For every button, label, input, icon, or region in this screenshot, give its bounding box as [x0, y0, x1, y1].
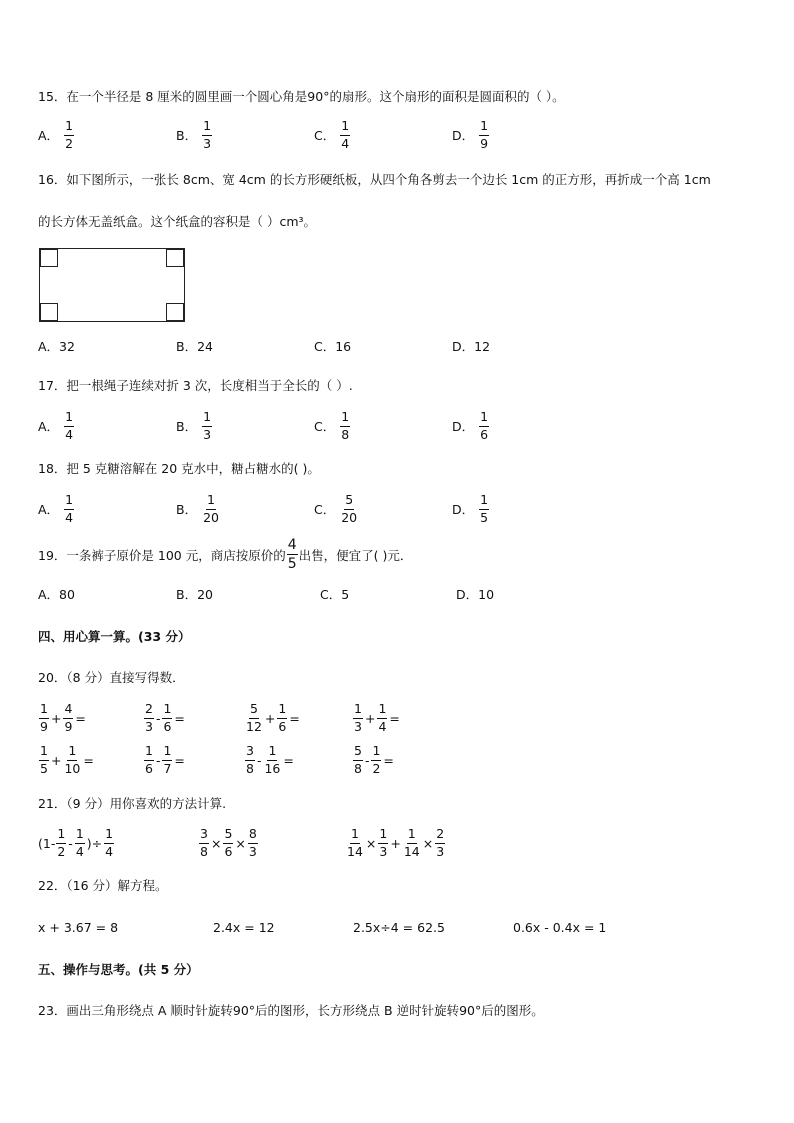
q15-option-b [176, 120, 213, 150]
q17-text: 17．把一根绳子连续对折 3 次，长度相当于全长的（ ）. [38, 378, 353, 393]
option-fraction [340, 120, 350, 150]
numerator: 4 [63, 703, 73, 719]
q21-e3-times1: × [365, 835, 377, 851]
option-label: D． [452, 419, 475, 434]
fraction [353, 745, 363, 775]
denominator: 6 [145, 760, 153, 776]
q21-e1-frac1 [56, 828, 66, 858]
q19-text-post: 出售，便宜了( )元． [298, 547, 413, 563]
equals-sign: = [383, 752, 394, 768]
numerator: 1 [353, 703, 363, 719]
denominator: 14 [347, 843, 363, 859]
denominator: 14 [403, 843, 420, 859]
option-label: A． [38, 419, 60, 434]
numerator: 5 [249, 703, 259, 719]
q21-e1-frac3 [104, 828, 114, 858]
q22-equation-4: 0.6x - 0.4x = 1 [513, 920, 607, 935]
q21-expression-3 [345, 828, 446, 858]
denominator: 20 [341, 509, 358, 525]
equals-sign: = [174, 752, 185, 768]
q19-text-pre: 19．一条裤子原价是 100 元，商店按原价的 [38, 547, 286, 563]
option-fraction [64, 120, 74, 150]
numerator: 5 [344, 494, 354, 510]
denominator: 9 [480, 135, 489, 151]
q16-text-line1: 16．如下图所示，一张长 8cm、宽 4cm 的长方形硬纸板，从四个角各剪去一个边长 1cm 的正方形，再折成一个高 1cm [38, 172, 711, 187]
numerator: 1 [67, 745, 77, 761]
denominator: 8 [341, 426, 350, 442]
denominator: 3 [203, 135, 212, 151]
option-label: B． [176, 502, 198, 517]
denominator: 2 [57, 843, 66, 859]
q20-expression [352, 703, 401, 733]
q18-option-c [314, 494, 359, 524]
fraction [371, 745, 381, 775]
fraction [144, 745, 154, 775]
equals-sign: = [83, 752, 94, 768]
fraction [39, 703, 49, 733]
q21-e2-frac1 [199, 828, 209, 858]
q21-e3-plus: + [390, 835, 401, 851]
option-fraction [479, 494, 489, 524]
fraction [39, 745, 49, 775]
section-4-heading: 四、用心算一算。(33 分） [38, 629, 191, 644]
numerator: 1 [64, 494, 74, 510]
q18-option-d [452, 494, 490, 524]
option-fraction [340, 494, 358, 524]
numerator: 1 [144, 745, 154, 761]
denominator: 2 [65, 135, 74, 151]
q22-text: 22．（16 分）解方程。 [38, 878, 168, 893]
numerator: 1 [277, 703, 287, 719]
option-label: D． [452, 128, 475, 143]
numerator: 1 [267, 745, 277, 761]
denominator: 4 [65, 426, 74, 442]
q18-option-a [38, 494, 75, 524]
corner-square-bottom-right [166, 303, 184, 321]
q18-option-b [176, 494, 221, 524]
denominator: 3 [203, 426, 212, 442]
corner-square-top-right [166, 249, 184, 267]
option-fraction [479, 411, 489, 441]
denominator: 7 [163, 760, 172, 776]
fraction [63, 703, 73, 733]
option-label: A． [38, 128, 60, 143]
q21-e3-frac1 [346, 828, 364, 858]
denominator: 6 [480, 426, 489, 442]
denominator: 4 [105, 843, 114, 859]
q16-option-d: D．12 [452, 339, 491, 354]
denominator: 5 [40, 760, 48, 776]
q16-option-a: A．32 [38, 339, 75, 354]
q21-e1-frac2 [75, 828, 85, 858]
numerator: 1 [340, 120, 350, 136]
q21-e2-times2: × [235, 835, 246, 851]
option-fraction [202, 120, 212, 150]
option-label: C． [314, 502, 336, 517]
denominator: 9 [40, 718, 48, 734]
numerator: 8 [248, 828, 258, 844]
q19-option-b: B．20 [176, 587, 213, 602]
operator: + [364, 710, 376, 726]
fraction [263, 745, 281, 775]
equals-sign: = [389, 710, 400, 726]
option-label: D． [452, 502, 475, 517]
numerator: 1 [479, 120, 489, 136]
q21-e2-frac3 [248, 828, 258, 858]
denominator: 3 [379, 843, 388, 859]
fraction [377, 703, 387, 733]
denominator: 6 [163, 718, 172, 734]
fraction [353, 703, 363, 733]
operator: + [264, 710, 276, 726]
q21-e2-times1: × [210, 835, 222, 851]
denominator: 10 [64, 760, 81, 776]
q16-option-b: B．24 [176, 339, 213, 354]
option-fraction [202, 411, 212, 441]
q15-option-d [452, 120, 490, 150]
numerator: 1 [479, 411, 489, 427]
option-fraction [202, 494, 220, 524]
numerator: 1 [39, 745, 49, 761]
denominator: 8 [246, 760, 254, 776]
numerator: 1 [162, 703, 172, 719]
q19-option-c: C．5 [320, 587, 350, 602]
denominator: 2 [372, 760, 381, 776]
q18-text: 18．把 5 克糖溶解在 20 克水中，糖占糖水的( )。 [38, 461, 320, 476]
q21-e3-frac4 [435, 828, 445, 858]
numerator: 2 [435, 828, 445, 844]
q21-e3-times2: × [422, 835, 434, 851]
q19-text [38, 538, 412, 571]
q20-expression [38, 745, 95, 775]
denominator: 4 [65, 509, 74, 525]
q21-e2-frac2 [223, 828, 233, 858]
corner-square-bottom-left [40, 303, 58, 321]
numerator: 1 [371, 745, 381, 761]
numerator: 1 [64, 120, 74, 136]
q21-text: 21．（9 分）用你喜欢的方法计算. [38, 796, 227, 811]
denominator: 4 [378, 718, 387, 734]
numerator: 3 [245, 745, 255, 761]
numerator: 1 [56, 828, 66, 844]
q21-e1-close: )÷ [86, 835, 103, 851]
q19-option-d: D．10 [456, 587, 495, 602]
fraction [162, 745, 172, 775]
denominator: 16 [264, 760, 281, 776]
operator: - [155, 710, 161, 726]
numerator: 1 [64, 411, 74, 427]
option-fraction [479, 120, 489, 150]
q21-expression-1 [38, 828, 115, 858]
numerator: 1 [479, 494, 489, 510]
equals-sign: = [174, 710, 185, 726]
equals-sign: = [289, 710, 300, 726]
numerator: 1 [340, 411, 350, 427]
denominator: 8 [200, 843, 208, 859]
numerator: 1 [104, 828, 114, 844]
q22-equation-2: 2.4x = 12 [213, 920, 275, 935]
operator: + [50, 710, 62, 726]
option-fraction [64, 494, 74, 524]
numerator: 1 [202, 411, 212, 427]
fraction [245, 745, 255, 775]
option-label: C． [314, 128, 336, 143]
q20-expression [143, 745, 186, 775]
numerator: 5 [223, 828, 233, 844]
q20-expression [352, 745, 395, 775]
q21-e3-frac3 [403, 828, 421, 858]
q19-fraction [287, 538, 298, 571]
q17-option-a [38, 411, 75, 441]
option-label: B． [176, 128, 198, 143]
operator: - [155, 752, 161, 768]
numerator: 2 [144, 703, 154, 719]
denominator: 6 [278, 718, 287, 734]
fraction [63, 745, 81, 775]
q19-option-a: A．80 [38, 587, 75, 602]
denominator: 9 [64, 718, 73, 734]
q17-option-d [452, 411, 490, 441]
q17-option-c [314, 411, 351, 441]
denominator: 20 [203, 509, 219, 525]
q15-option-a [38, 120, 75, 150]
fraction [162, 703, 172, 733]
numerator: 1 [162, 745, 172, 761]
q16-text-line2: 的长方体无盖纸盒。这个纸盒的容积是（ ）cm³。 [38, 214, 317, 229]
denominator: 3 [248, 843, 257, 859]
operator: - [364, 752, 370, 768]
q23-text: 23．画出三角形绕点 A 顺时针旋转90°后的图形，长方形绕点 B 逆时针旋转90°后的图形。 [38, 1003, 544, 1018]
q20-expression [244, 745, 295, 775]
denominator: 3 [145, 718, 153, 734]
section-5-heading: 五、操作与思考。(共 5 分） [38, 962, 199, 977]
denominator: 4 [341, 135, 350, 151]
denominator: 6 [224, 843, 233, 859]
cardboard-rectangle [39, 248, 185, 322]
operator: - [256, 752, 262, 768]
denominator: 3 [436, 843, 445, 859]
equals-sign: = [283, 752, 294, 768]
q15-option-c [314, 120, 351, 150]
q16-option-c: C．16 [314, 339, 352, 354]
q21-expression-2 [198, 828, 259, 858]
denominator: 8 [354, 760, 362, 776]
denominator: 12 [246, 718, 262, 734]
fraction [277, 703, 287, 733]
denominator: 3 [354, 718, 362, 734]
fraction [144, 703, 154, 733]
numerator: 1 [75, 828, 85, 844]
q17-option-b [176, 411, 213, 441]
equals-sign: = [75, 710, 86, 726]
q20-expression [38, 703, 87, 733]
q19-fraction-denominator: 5 [287, 556, 297, 572]
denominator: 4 [75, 843, 84, 859]
fraction [245, 703, 263, 733]
q19-fraction-numerator: 4 [287, 537, 297, 553]
numerator: 5 [353, 745, 363, 761]
numerator: 1 [206, 494, 216, 510]
option-fraction [64, 411, 74, 441]
numerator: 1 [202, 120, 212, 136]
corner-square-top-left [40, 249, 58, 267]
q20-expression [244, 703, 301, 733]
operator: + [50, 752, 62, 768]
numerator: 1 [39, 703, 49, 719]
option-label: C． [314, 419, 336, 434]
numerator: 1 [378, 828, 388, 844]
denominator: 5 [480, 509, 489, 525]
numerator: 1 [350, 828, 360, 844]
numerator: 3 [199, 828, 209, 844]
q22-equation-1: x + 3.67 = 8 [38, 920, 119, 935]
q15-text: 15．在一个半径是 8 厘米的圆里画一个圆心角是90°的扇形。这个扇形的面积是圆面积的（ ）。 [38, 89, 565, 104]
q21-e1-open: (1- [38, 835, 56, 851]
option-label: A． [38, 502, 60, 517]
q20-text: 20．（8 分）直接写得数． [38, 670, 185, 685]
option-label: B． [176, 419, 198, 434]
q21-e3-frac2 [378, 828, 388, 858]
numerator: 1 [377, 703, 387, 719]
q20-expression [143, 703, 186, 733]
option-fraction [340, 411, 350, 441]
q22-equation-3: 2.5x÷4 = 62.5 [353, 920, 445, 935]
numerator: 1 [407, 828, 417, 844]
q21-e1-minus: - [68, 835, 73, 851]
